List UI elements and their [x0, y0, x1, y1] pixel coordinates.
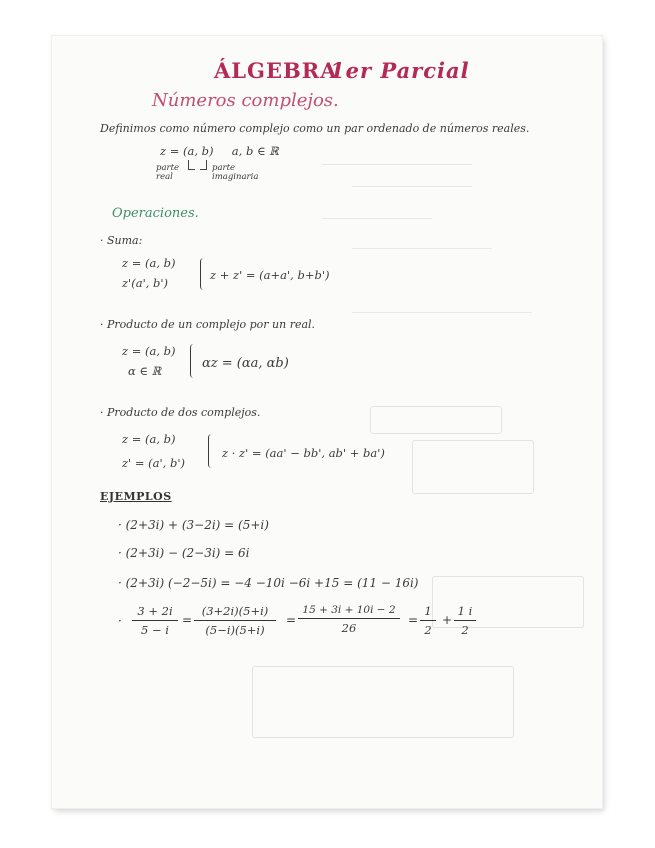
fraction-numerator: 1 i — [457, 604, 473, 618]
bleed-through-box — [412, 440, 534, 494]
fraction-denominator: 26 — [341, 621, 357, 635]
fraction-numerator: 3 + 2i — [137, 604, 173, 618]
equals-sign: = — [408, 613, 419, 627]
division-fraction-2 — [194, 604, 276, 637]
bleed-through-mark — [352, 186, 472, 195]
definition-text: Definimos como número complejo como un par ordenado de números reales. — [100, 122, 530, 135]
fraction-numerator: 15 + 3i + 10i − 2 — [302, 604, 396, 616]
producto-complejos-label: · Producto de dos complejos. — [100, 406, 261, 419]
exam-label: 1er Parcial — [330, 58, 470, 83]
real-part-pointer — [188, 160, 195, 170]
definition-formula: z = (a, b) a, b ∈ ℝ — [160, 144, 279, 158]
suma-label: · Suma: — [100, 234, 143, 247]
bleed-through-mark — [322, 218, 432, 227]
fraction-numerator: (3+2i)(5+i) — [201, 604, 269, 618]
fraction-numerator: 1 — [424, 604, 432, 618]
bleed-through-mark — [352, 248, 492, 257]
division-fraction-3 — [298, 604, 400, 635]
producto-real-given-z: z = (a, b) — [122, 344, 176, 358]
fraction-bar — [194, 620, 276, 621]
fraction-denominator: 2 — [424, 623, 432, 637]
fraction-denominator: 5 − i — [141, 623, 169, 637]
plus-sign: + — [442, 613, 453, 627]
page-title: ÁLGEBRA — [214, 58, 338, 83]
producto-real-result: αz = (αa, αb) — [202, 356, 289, 371]
fraction-bar — [420, 620, 436, 621]
bleed-through-box — [252, 666, 514, 738]
division-fraction-1 — [132, 604, 178, 637]
fraction-denominator: 2 — [461, 623, 469, 637]
producto-real-brace — [190, 344, 197, 378]
division-bullet: · — [118, 614, 122, 628]
example-item-3: · (2+3i) (−2−5i) = −4 −10i −6i +15 = (11 − 16i) — [118, 576, 419, 590]
topic-heading: Números complejos. — [152, 90, 339, 111]
suma-result: z + z' = (a+a', b+b') — [210, 268, 330, 282]
producto-complejos-given-zprime: z' = (a', b') — [122, 456, 185, 470]
equals-sign: = — [286, 613, 297, 627]
bleed-through-mark — [322, 164, 472, 173]
real-part-label: parte real — [156, 163, 180, 182]
examples-heading: EJEMPLOS — [100, 490, 172, 503]
bleed-through-mark — [352, 312, 532, 321]
suma-brace — [200, 258, 207, 290]
suma-given-zprime: z'(a', b') — [122, 276, 169, 290]
division-fraction-5 — [454, 604, 476, 637]
fraction-bar — [298, 618, 400, 619]
producto-real-given-alpha: α ∈ ℝ — [128, 364, 162, 378]
producto-complejos-given-z: z = (a, b) — [122, 432, 176, 446]
notebook-page — [52, 36, 602, 808]
fraction-denominator: (5−i)(5+i) — [205, 623, 265, 637]
producto-real-label: · Producto de un complejo por un real. — [100, 318, 316, 331]
bleed-through-box — [370, 406, 502, 434]
fraction-bar — [454, 620, 476, 621]
example-item-1: · (2+3i) + (3−2i) = (5+i) — [118, 518, 269, 532]
suma-given-z: z = (a, b) — [122, 256, 176, 270]
equals-sign: = — [182, 613, 193, 627]
imag-part-label: parte imaginaria — [212, 163, 259, 182]
example-item-2: · (2+3i) − (2−3i) = 6i — [118, 546, 250, 560]
division-fraction-4 — [420, 604, 436, 637]
imag-part-pointer — [200, 160, 207, 170]
producto-complejos-result: z · z' = (aa' − bb', ab' + ba') — [222, 446, 385, 460]
fraction-bar — [132, 620, 178, 621]
operations-heading: Operaciones. — [112, 206, 199, 221]
producto-complejos-brace — [208, 434, 215, 468]
